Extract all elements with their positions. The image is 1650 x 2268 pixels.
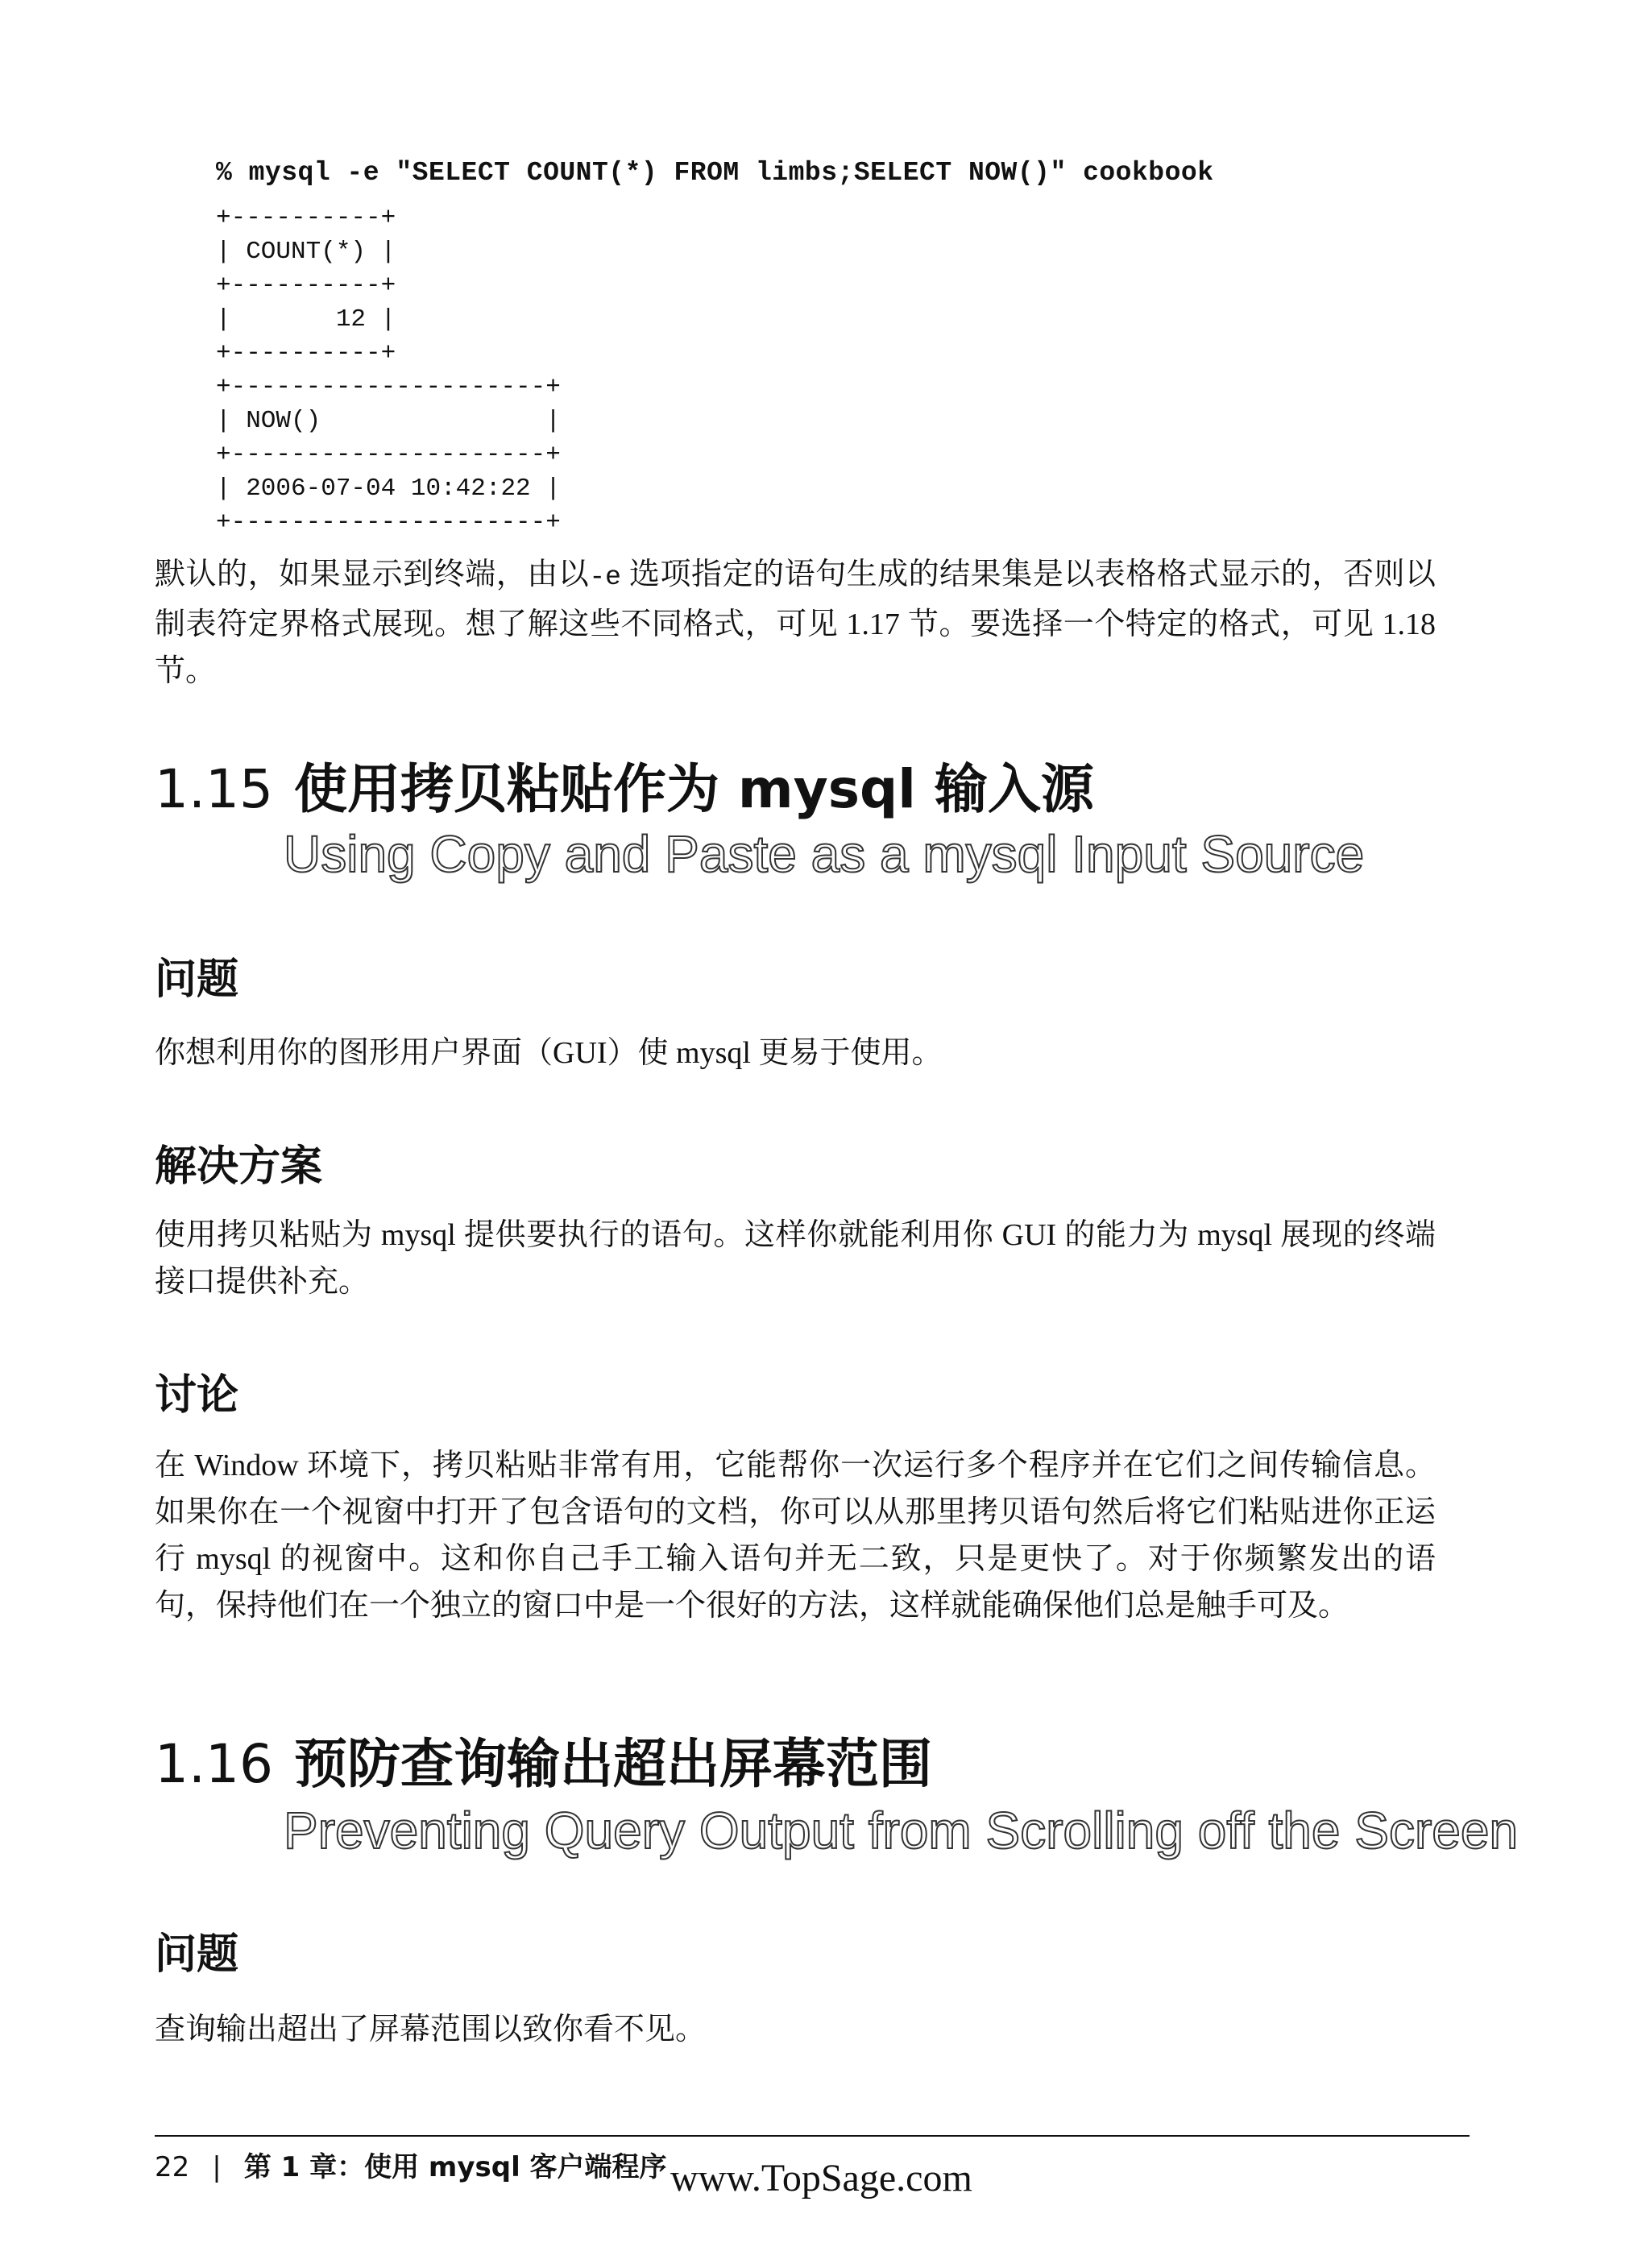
page-number: 22 (155, 2151, 190, 2183)
problem-text: 你想利用你的图形用户界面（GUI）使 mysql 更易于使用。 (155, 1036, 943, 1070)
footer-rule (155, 2135, 1470, 2137)
section-number: 1.15 (155, 758, 273, 820)
section-1-15-title (155, 757, 1094, 822)
section-title-text: 预防查询输出超出屏幕范围 (293, 1733, 932, 1795)
command-line: % mysql -e "SELECT COUNT(*) FROM limbs;SELECT NOW()" cookbook (216, 158, 1214, 188)
chapter-title: 第 1 章：使用 mysql 客户端程序 (243, 2151, 667, 2183)
solution-heading: 解决方案 (155, 1142, 323, 1191)
problem-text: 查询输出超出了屏幕范围以致你看不见。 (155, 2013, 707, 2046)
solution-text: 使用拷贝粘贴为 mysql 提供要执行的语句。这样你就能利用你 GUI 的能力为 mysql 展现的终端接口提供补充。 (155, 1218, 1436, 1299)
now-result-table: +---------------------+ | NOW() | +---------------------+ | 2006-07-04 10:42:22 | +---------------------+ (216, 373, 561, 537)
section-1-15-subtitle: Using Copy and Paste as a mysql Input Source (284, 825, 1365, 883)
intro-text-start: 默认的，如果显示到终端，由以 (155, 558, 590, 591)
section-title-text: 使用拷贝粘贴作为 mysql 输入源 (293, 758, 1094, 820)
intro-paragraph (155, 551, 1436, 694)
section-1-16-subtitle: Preventing Query Output from Scrolling off the Screen (284, 1802, 1519, 1860)
section-number: 1.16 (155, 1733, 273, 1795)
watermark: www.TopSage.com (670, 2157, 972, 2200)
discussion-text: 在 Window 环境下，拷贝粘贴非常有用，它能帮你一次运行多个程序并在它们之间传输信息。如果你在一个视窗中打开了包含语句的文档，你可以从那里拷贝语句然后将它们粘贴进你正运行 mysql 的视窗中。这和你自己手工输入语句并无二致，只是更快了。对于你频繁发出的语句，保持他们在一个独立的窗口中是一个很好的方法，这样就能确保他们总是触手可及。 (155, 1449, 1436, 1623)
intro-text-end: 选项指定的语句生成的结果集是以表格格式显示的，否则以制表符定界格式展现。想了解这些不同格式，可见 1.17 节。要选择一个特定的格式，可见 1.18 节。 (155, 558, 1436, 688)
page-footer (155, 2150, 667, 2185)
option-flag: -e (589, 562, 621, 592)
count-result-table: +----------+ | COUNT(*) | +----------+ | 12 | +----------+ (216, 204, 396, 367)
section-1-16-title (155, 1732, 932, 1797)
discussion-heading: 讨论 (155, 1371, 239, 1420)
problem-heading: 问题 (155, 956, 239, 1004)
problem-heading: 问题 (155, 1930, 239, 1979)
footer-separator: | (212, 2151, 222, 2183)
